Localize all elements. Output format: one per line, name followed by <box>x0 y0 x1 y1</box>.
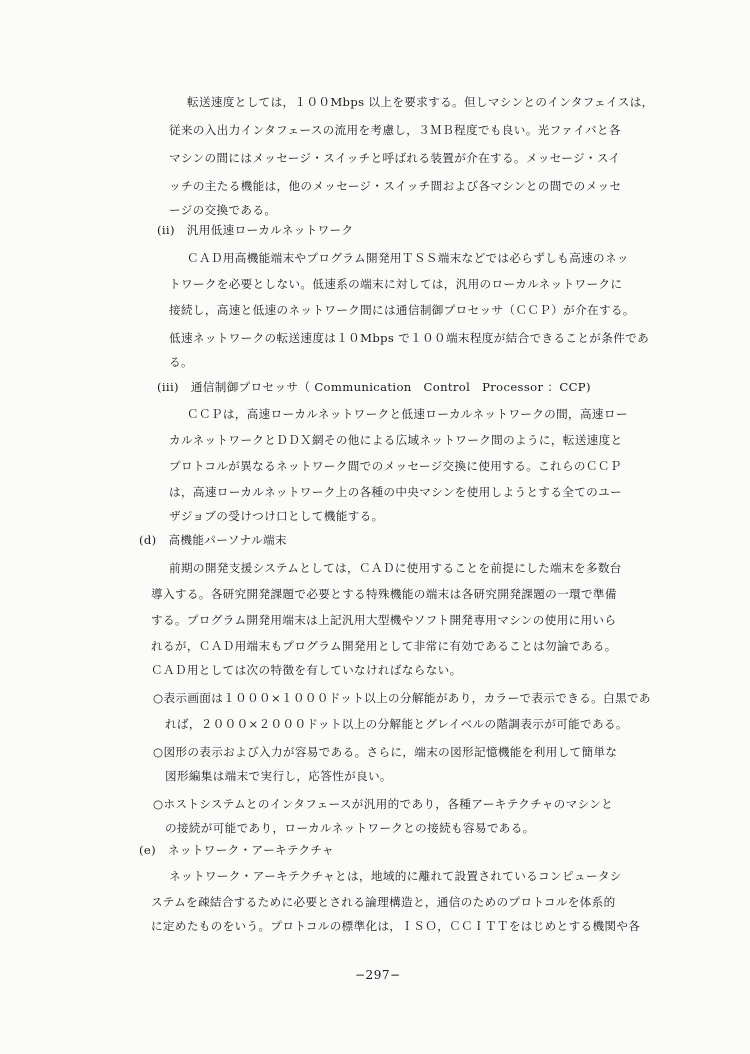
paragraph-line: ッチの主たる機能は，他のメッセージ・スイッチ間および各マシンとの間でのメッセ <box>169 179 622 193</box>
bullet-item: ○ホストシステムとのインタフェースが汎用的であり，各種アーキテクチャのマシンと <box>153 797 614 811</box>
section-heading-ii: (ii) 汎用低速ローカルネットワーク <box>157 223 354 237</box>
section-heading-e: (e) ネットワーク・アーキテクチャ <box>139 843 334 857</box>
bullet-item-continuation: れば，２０００×２０００ドット以上の分解能とグレイベルの階調表示が可能である。 <box>153 717 628 731</box>
paragraph-line: 低速ネットワークの転送速度は１０Mbps で１００端末程度が結合できることが条件であ <box>169 331 650 345</box>
paragraph-line: プロトコルが異なるネットワーク間でのメッセージ交換に使用する。これらのＣＣＰ <box>169 459 622 473</box>
paragraph-line: トワークを必要としない。低速系の端末に対しては，汎用のローカルネットワークに <box>169 277 623 291</box>
bullet-item-continuation: の接続が可能であり，ローカルネットワークとの接続も容易である。 <box>153 821 535 835</box>
bullet-item: ○表示画面は１０００×１０００ドット以上の分解能があり，カラーで表示できる。白黒であ <box>153 691 651 705</box>
paragraph-line: ＣＣＰは，高速ローカルネットワークと低速ローカルネットワークの間，高速ロー <box>187 407 628 421</box>
paragraph-line: 導入する。各研究開発課題で必要とする特殊機能の端末は各研究開発課題の一環で準備 <box>151 587 617 601</box>
paragraph-line: れるが，ＣＡＤ用端末もプログラム開発用として非常に有効であることは勿論である。 <box>151 639 617 653</box>
section-heading-d: (d) 高機能パーソナル端末 <box>139 533 287 547</box>
paragraph-line: ＣＡＤ用としては次の特徴を有していなければならない。 <box>151 663 462 677</box>
paragraph-line: 前期の開発支援システムとしては，ＣＡＤに使用することを前提にした端末を多数台 <box>169 561 622 575</box>
bullet-item: ○図形の表示および入力が容易である。さらに，端末の図形記憶機能を利用して簡単な <box>153 745 618 759</box>
paragraph-line: ＣＡＤ用高機能端末やプログラム開発用ＴＳＳ端末などでは必らずしも高速のネッ <box>187 251 629 265</box>
section-heading-iii: (iii) 通信制御プロセッサ（ Communication Control Processor ：CCP) <box>157 380 591 394</box>
bullet-item-continuation: 図形編集は端末で実行し，応答性が良い。 <box>153 769 392 783</box>
paragraph-line: ージの交換である。 <box>169 203 277 217</box>
page-number: −297− <box>355 968 401 982</box>
paragraph-line: する。プログラム開発用端末は上記汎用大型機やソフト開発専用マシンの使用に用いら <box>151 613 617 627</box>
paragraph-line: る。 <box>169 355 193 369</box>
paragraph-line: は，高速ローカルネットワーク上の各種の中央マシンを使用しようとする全てのユー <box>169 485 622 499</box>
paragraph-line: 転送速度としては，１００Mbps 以上を要求する。但しマシンとのインタフェイスは， <box>187 95 654 109</box>
paragraph-line: ステムを疎結合するために必要とされる論理構造と，通信のためのプロトコルを体系的 <box>151 895 616 909</box>
paragraph-line: 接続し，高速と低速のネットワーク間には通信制御プロセッサ（ＣＣＰ）が介在する。 <box>169 303 635 317</box>
paragraph-line: カルネットワークとＤＤＸ網その他による広域ネットワーク間のように，転送速度と <box>169 433 623 447</box>
paragraph-line: マシンの間にはメッセージ・スイッチと呼ばれる装置が介在する。メッセージ・スイ <box>169 151 621 165</box>
paragraph-line: ネットワーク・アーキテクチャとは，地域的に離れて設置されているコンピュータシ <box>169 869 622 883</box>
paragraph-line: ザジョブの受けつけ口として機能する。 <box>169 509 384 523</box>
paragraph-line: に定めたものをいう。プロトコルの標準化は，ＩＳＯ，ＣＣＩＴＴをはじめとする機関や各 <box>151 919 641 933</box>
paragraph-line: 従来の入出力インタフェースの流用を考慮し，３ＭＢ程度でも良い。光ファイバと各 <box>169 123 621 137</box>
